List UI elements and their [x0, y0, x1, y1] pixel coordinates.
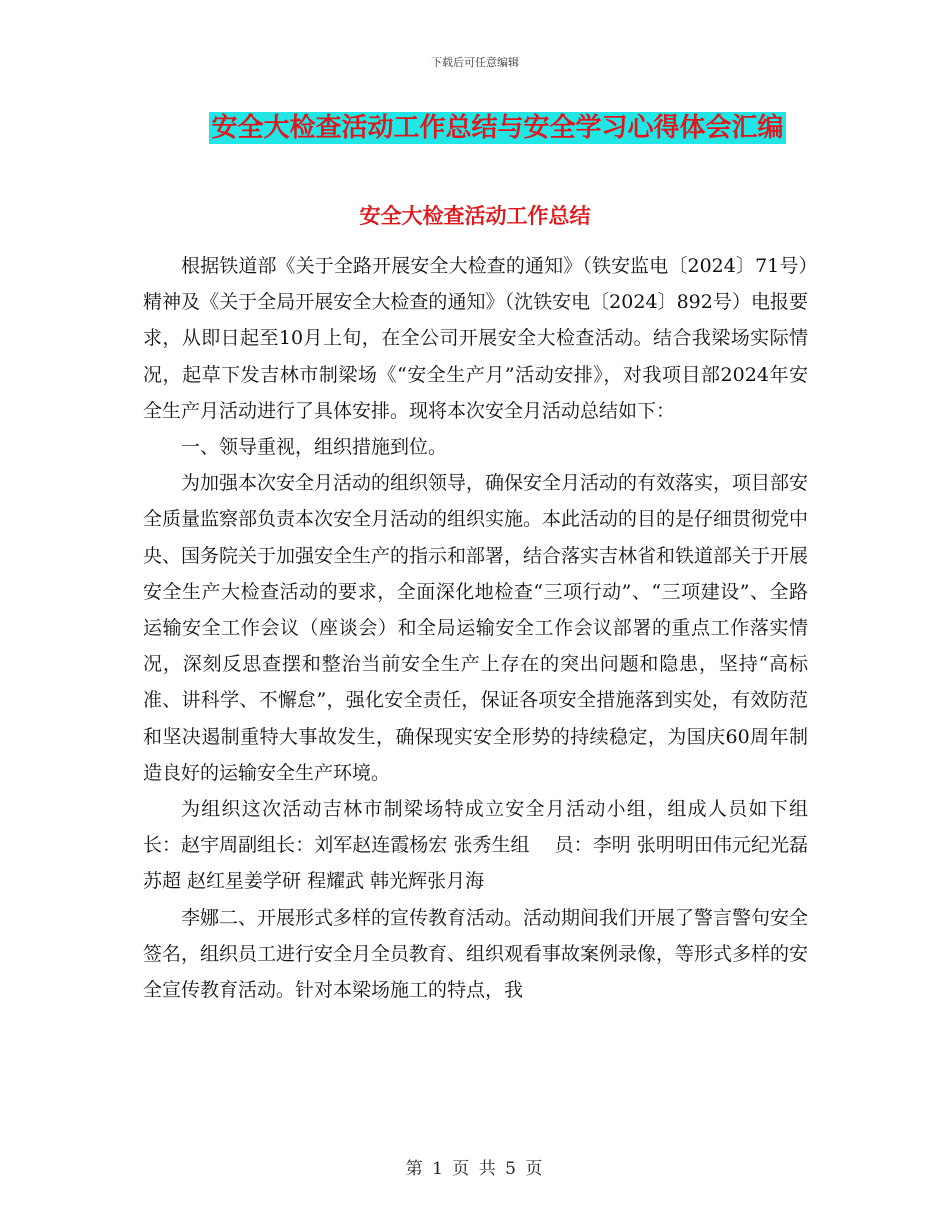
- document-title-wrapper: [0, 112, 950, 144]
- document-body: [143, 248, 808, 1008]
- page-number-footer: 第 1 页 共 5 页: [405, 1159, 545, 1179]
- header-note: 下载后可任意编辑: [431, 56, 519, 69]
- paragraph: 李娜二、开展形式多样的宣传教育活动。活动期间我们开展了警言警句安全签名，组织员工进行安全月全员教育、组织观看事故案例录像，等形式多样的安全宣传教育活动。针对本梁场施工的特点，我: [143, 906, 809, 1002]
- paragraph: 为组织这次活动吉林市制梁场特成立安全月活动小组，组成人员如下组 长：赵宇周副组长：刘军赵连霞杨宏 张秀生组 员：李明 张明明田伟元纪光磊苏超 赵红星姜学研 程耀武 韩光辉张月海: [143, 798, 808, 893]
- document-title: 安全大检查活动工作总结与安全学习心得体会汇编: [211, 113, 784, 143]
- paragraph: 根据铁道部《关于全路开展安全大检查的通知》（铁安监电〔2024〕71号）精神及《关于全局开展安全大检查的通知》（沈铁安电〔2024〕892号）电报要求，从即日起至10月上旬，在全公司开展安全大检查活动。结合我梁场实际情况，起草下发吉林市制梁场《“安全生产月”活动安排》，对我项目部2024年安全生产月活动进行了具体安排。现将本次安全月活动总结如下：: [143, 255, 808, 422]
- paragraph: 为加强本次安全月活动的组织领导，确保安全月活动的有效落实，项目部安全质量监察部负责本次安全月活动的组织实施。本此活动的目的是仔细贯彻党中央、国务院关于加强安全生产的指示和部署，结合落实吉林省和铁道部关于开展安全生产大检查活动的要求，全面深化地检查“三项行动”、“三项建设”、全路运输安全工作会议（座谈会）和全局运输安全工作会议部署的重点工作落实情况，深刻反思查摆和整治当前安全生产上存在的突出问题和隐患，坚持“高标准、讲科学、不懈怠”，强化安全责任，保证各项安全措施落到实处，有效防范和坚决遏制重特大事故发生，确保现实安全形势的持续稳定，为国庆60周年制造良好的运输安全生产环境。: [143, 472, 809, 784]
- paragraph: 一、领导重视，组织措施到位。: [181, 436, 448, 459]
- section-title: 安全大检查活动工作总结: [359, 203, 591, 228]
